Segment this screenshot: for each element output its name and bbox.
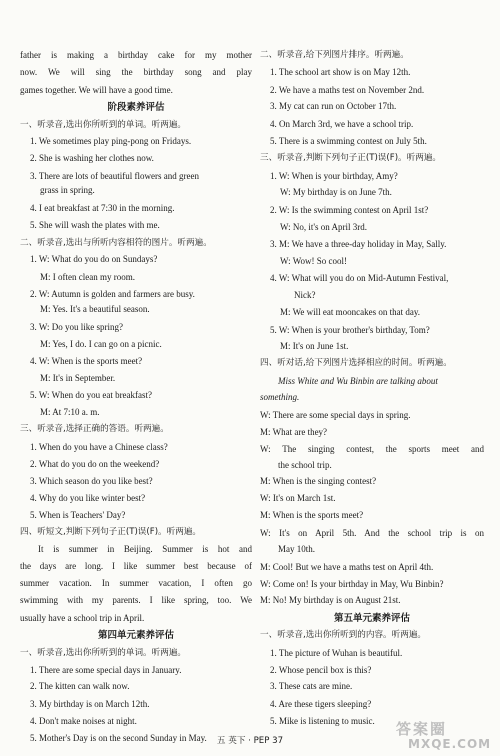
- text-line: 3. My cat can run on October 17th.: [270, 101, 397, 111]
- exercise-instruction: 一、听录音,选出你所听到的单词。听两遍。: [20, 648, 187, 658]
- text-line: father is making a birthday cake for my mother: [20, 50, 252, 60]
- section-heading: 第五单元素养评估: [333, 613, 410, 624]
- text-line: 3. My birthday is on March 12th.: [30, 699, 150, 709]
- text-line: 2. What do you do on the weekend?: [30, 459, 160, 469]
- text-line: the days are long. I like summer best because of: [20, 561, 252, 571]
- text-line: swimming with my parents. I like spring, too. We: [20, 595, 252, 605]
- text-line: now. We will sing the birthday song and play: [20, 67, 252, 77]
- text-line: 2. We have a maths test on November 2nd.: [270, 85, 425, 95]
- text-line: M: What are they?: [260, 427, 328, 437]
- text-line: 1. We sometimes play ping-pong on Fridays.: [30, 136, 192, 146]
- text-line: 3. These cats are mine.: [270, 681, 353, 691]
- text-line: 4. I eat breakfast at 7:30 in the morning.: [30, 203, 175, 213]
- text-line: M: No! My birthday is on August 21st.: [260, 595, 401, 605]
- text-line: 5. Mike is listening to music.: [270, 716, 375, 726]
- text-line: W: Wow! So cool!: [280, 256, 348, 266]
- text-line: usually have a school trip in April.: [20, 613, 145, 623]
- text-line: 5. She will wash the plates with me.: [30, 220, 160, 230]
- text-line: Miss White and Wu Binbin are talking about: [278, 376, 438, 386]
- text-line: 3. W: Do you like spring?: [30, 322, 123, 332]
- text-line: M: At 7:10 a. m.: [40, 407, 100, 417]
- text-line: M: Yes. It's a beautiful season.: [40, 304, 150, 314]
- text-line: 4. On March 3rd, we have a school trip.: [270, 119, 414, 129]
- exercise-instruction: 四、听短文,判断下列句子正(T)误(F)。听两遍。: [20, 527, 202, 537]
- text-line: W: There are some special days in spring.: [260, 410, 411, 420]
- text-line: W: The singing contest, the sports meet and: [260, 444, 484, 454]
- text-line: Nick?: [294, 290, 316, 300]
- text-line: games together. We will have a good time.: [20, 85, 173, 95]
- text-line: 1. The picture of Wuhan is beautiful.: [270, 648, 403, 658]
- exercise-instruction: 一、听录音,选出你所听到的内容。听两遍。: [260, 630, 427, 640]
- exercise-instruction: 三、听录音,选择正确的答语。听两遍。: [20, 424, 169, 434]
- text-line: M: I often clean my room.: [40, 272, 135, 282]
- text-line: grass in spring.: [40, 185, 95, 195]
- text-line: 3. M: We have a three-day holiday in May, Sally.: [270, 239, 447, 249]
- text-line: the school trip.: [278, 460, 332, 470]
- text-line: 5. W: When is your brother's birthday, Tom?: [270, 325, 430, 335]
- text-line: 5. Mother's Day is on the second Sunday in May.: [30, 733, 207, 743]
- text-line: 2. W: Autumn is golden and farmers are busy.: [30, 289, 195, 299]
- text-line: M: It's on June 1st.: [280, 341, 349, 351]
- text-line: 2. Whose pencil box is this?: [270, 665, 372, 675]
- text-line: May 10th.: [278, 544, 315, 554]
- exercise-instruction: 一、听录音,选出你所听到的单词。听两遍。: [20, 120, 187, 130]
- text-line: It is summer in Beijing. Summer is hot and: [38, 544, 252, 554]
- page-footer: 五 英下 · PEP 37: [216, 736, 284, 746]
- text-line: M: When is the sports meet?: [260, 510, 364, 520]
- watermark-line-2: MXQE.COM: [408, 737, 492, 751]
- text-line: 5. W: When do you eat breakfast?: [30, 390, 153, 400]
- text-line: 1. W: What do you do on Sundays?: [30, 254, 158, 264]
- text-line: 4. Are these tigers sleeping?: [270, 699, 372, 709]
- text-line: 3. Which season do you like best?: [30, 476, 153, 486]
- text-line: M: Cool! But we have a maths test on April 4th.: [260, 562, 434, 572]
- text-line: W: It's on March 1st.: [260, 493, 336, 503]
- exercise-instruction: 四、听对话,给下列图片选择相应的时间。听两遍。: [260, 358, 452, 368]
- text-line: 3. There are lots of beautiful flowers and green: [30, 171, 200, 181]
- text-line: M: It's in September.: [40, 373, 116, 383]
- section-heading: 第四单元素养评估: [97, 630, 174, 641]
- text-line: W: Come on! Is your birthday in May, Wu Binbin?: [260, 579, 444, 589]
- text-line: 4. Don't make noises at night.: [30, 716, 137, 726]
- section-heading: 阶段素养评估: [107, 102, 165, 113]
- text-line: 5. When is Teachers' Day?: [30, 510, 126, 520]
- text-line: M: We will eat mooncakes on that day.: [280, 307, 420, 317]
- text-line: 2. She is washing her clothes now.: [30, 153, 154, 163]
- exercise-instruction: 二、听录音,给下列图片排序。听两遍。: [260, 50, 409, 60]
- text-line: 5. There is a swimming contest on July 5th.: [270, 136, 427, 146]
- text-line: summer vacation. In summer vacation, I often go: [20, 578, 252, 588]
- text-line: 1. There are some special days in January.: [30, 665, 182, 675]
- text-line: W: It's on April 5th. And the school trip is on: [260, 528, 484, 538]
- text-line: M: Yes, I do. I can go on a picnic.: [40, 339, 162, 349]
- text-line: 1. W: When is your birthday, Amy?: [270, 171, 398, 181]
- text-line: W: No, it's on April 3rd.: [280, 222, 368, 232]
- text-line: something.: [260, 392, 300, 402]
- text-line: 2. W: Is the swimming contest on April 1st?: [270, 205, 429, 215]
- watermark-line-1: 答案圈: [396, 720, 448, 738]
- text-line: 1. When do you have a Chinese class?: [30, 442, 168, 452]
- text-line: W: My birthday is on June 7th.: [280, 187, 392, 197]
- exercise-instruction: 三、听录音,判断下列句子正(T)误(F)。听两遍。: [260, 153, 442, 163]
- text-line: 4. W: When is the sports meet?: [30, 356, 143, 366]
- text-line: 4. W: What will you do on Mid-Autumn Festival,: [270, 273, 449, 283]
- text-line: 1. The school art show is on May 12th.: [270, 67, 411, 77]
- text-line: 4. Why do you like winter best?: [30, 493, 146, 503]
- exercise-instruction: 二、听录音,选出与所听内容相符的图片。听两遍。: [20, 238, 212, 248]
- text-line: 2. The kitten can walk now.: [30, 681, 130, 691]
- text-line: M: When is the singing contest?: [260, 476, 377, 486]
- site-watermark: [396, 722, 496, 754]
